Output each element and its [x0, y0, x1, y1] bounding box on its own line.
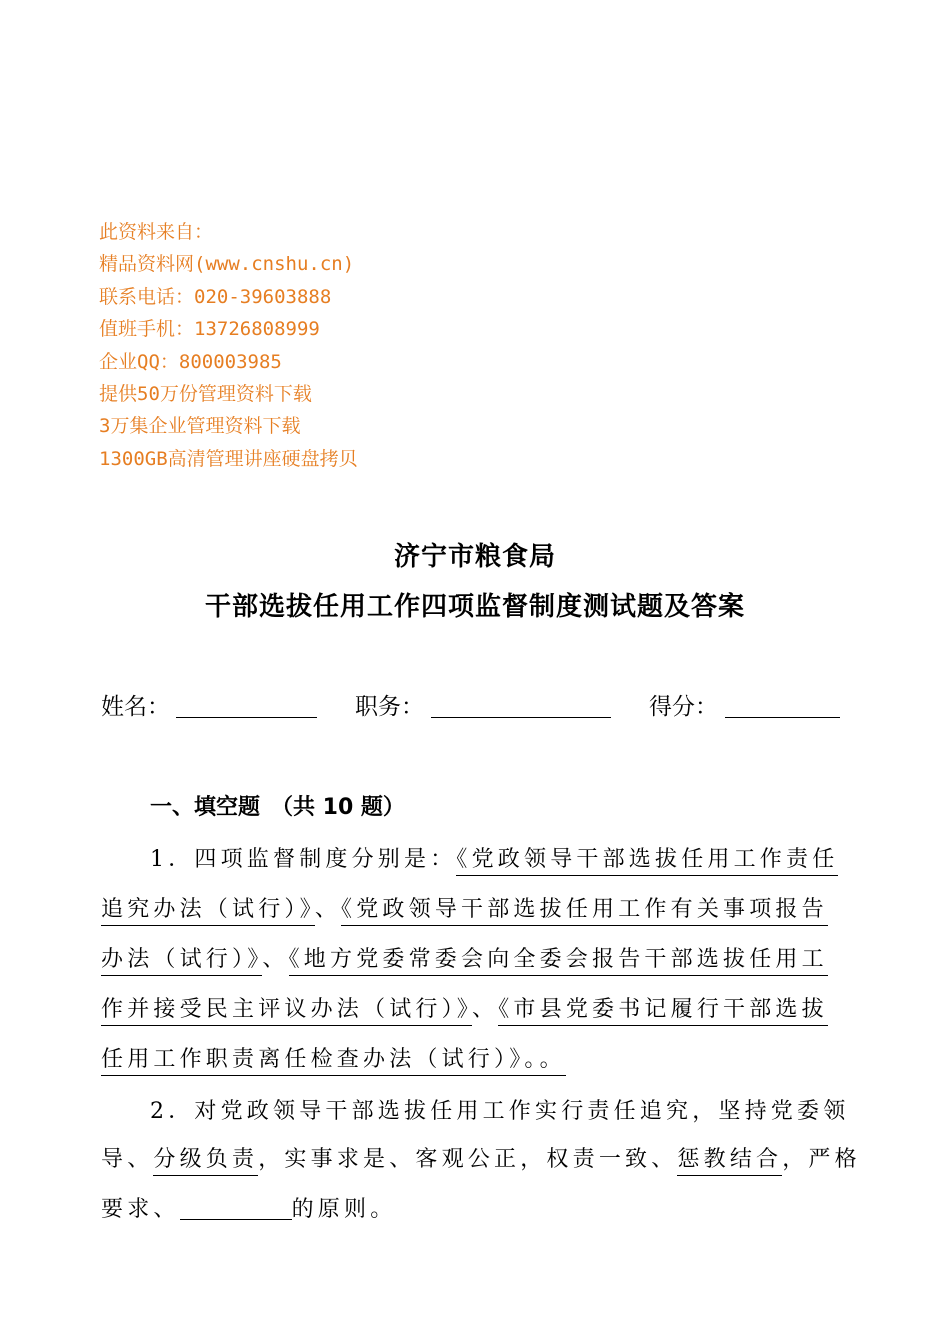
q1-line-1: [150, 842, 838, 873]
promo-line: 1300GB高清管理讲座硬盘拷贝: [99, 447, 358, 470]
promo-block: [99, 216, 358, 475]
q2-line-2: [101, 1142, 861, 1173]
q2-answer: 分级负责: [153, 1147, 258, 1176]
q1-line-3: [101, 942, 828, 973]
q2-answer: 惩教结合: [677, 1147, 782, 1176]
q1-answer-part: 办法（试行）》: [101, 947, 262, 976]
q1-line-4: [101, 992, 828, 1023]
promo-line: 值班手机：13726808999: [99, 318, 320, 341]
q1-separator: 、: [314, 897, 342, 922]
q1-line-2: [101, 892, 828, 923]
section-heading: 一、填空题 （共 10 题）: [150, 795, 405, 820]
position-label: 职务：: [355, 694, 424, 720]
q1-answer-part: 《党政领导干部选拔任用工作有关事项报告: [341, 897, 828, 926]
q1-separator: 、: [472, 997, 499, 1022]
promo-line: 企业QQ：800003985: [99, 350, 282, 373]
promo-line: 3万集企业管理资料下载: [99, 415, 301, 438]
promo-line: 联系电话：020-39603888: [99, 285, 332, 308]
score-label: 得分：: [649, 694, 718, 720]
q1-answer-part: 《市县党委书记履行干部选拔: [498, 997, 828, 1026]
q1-answer-part: 追究办法（试行）》: [101, 897, 315, 926]
q2-text: 导、: [101, 1147, 154, 1172]
q2-line-3: [101, 1192, 396, 1223]
position-blank[interactable]: [431, 717, 611, 718]
q1-answer-part: 《党政领导干部选拔任用工作责任: [456, 847, 838, 876]
q1-line-5: [101, 1042, 566, 1073]
q2-text: ，实事求是、客观公正，权责一致、: [258, 1147, 678, 1172]
q2-line-1: 2．对党政领导干部选拔任用工作实行责任追究，坚持党委领: [150, 1099, 850, 1124]
q1-prefix: 1．四项监督制度分别是：: [150, 847, 457, 872]
score-blank[interactable]: [725, 717, 840, 718]
name-blank[interactable]: [176, 717, 317, 718]
promo-line: 精品资料网(www.cnshu.cn): [99, 253, 355, 276]
document-title: 济宁市粮食局: [393, 542, 556, 572]
q1-separator: 、: [262, 947, 289, 972]
q2-answer-blank[interactable]: [180, 1197, 292, 1220]
promo-line: 此资料来自：: [99, 221, 214, 243]
name-label: 姓名：: [101, 694, 170, 720]
q1-answer-part: 任用工作职责离任检查办法（试行）》。。: [101, 1047, 566, 1076]
promo-line: 提供50万份管理资料下载: [99, 383, 312, 406]
document-subtitle: 干部选拔任用工作四项监督制度测试题及答案: [204, 592, 745, 622]
q2-text: 的原则。: [291, 1197, 397, 1222]
q2-text: ，严格: [782, 1147, 861, 1172]
q1-answer-part: 作并接受民主评议办法（试行）》: [101, 997, 472, 1026]
q1-answer-part: 《地方党委常委会向全委会报告干部选拔任用工: [289, 947, 828, 976]
q2-text: 要求、: [101, 1197, 180, 1222]
